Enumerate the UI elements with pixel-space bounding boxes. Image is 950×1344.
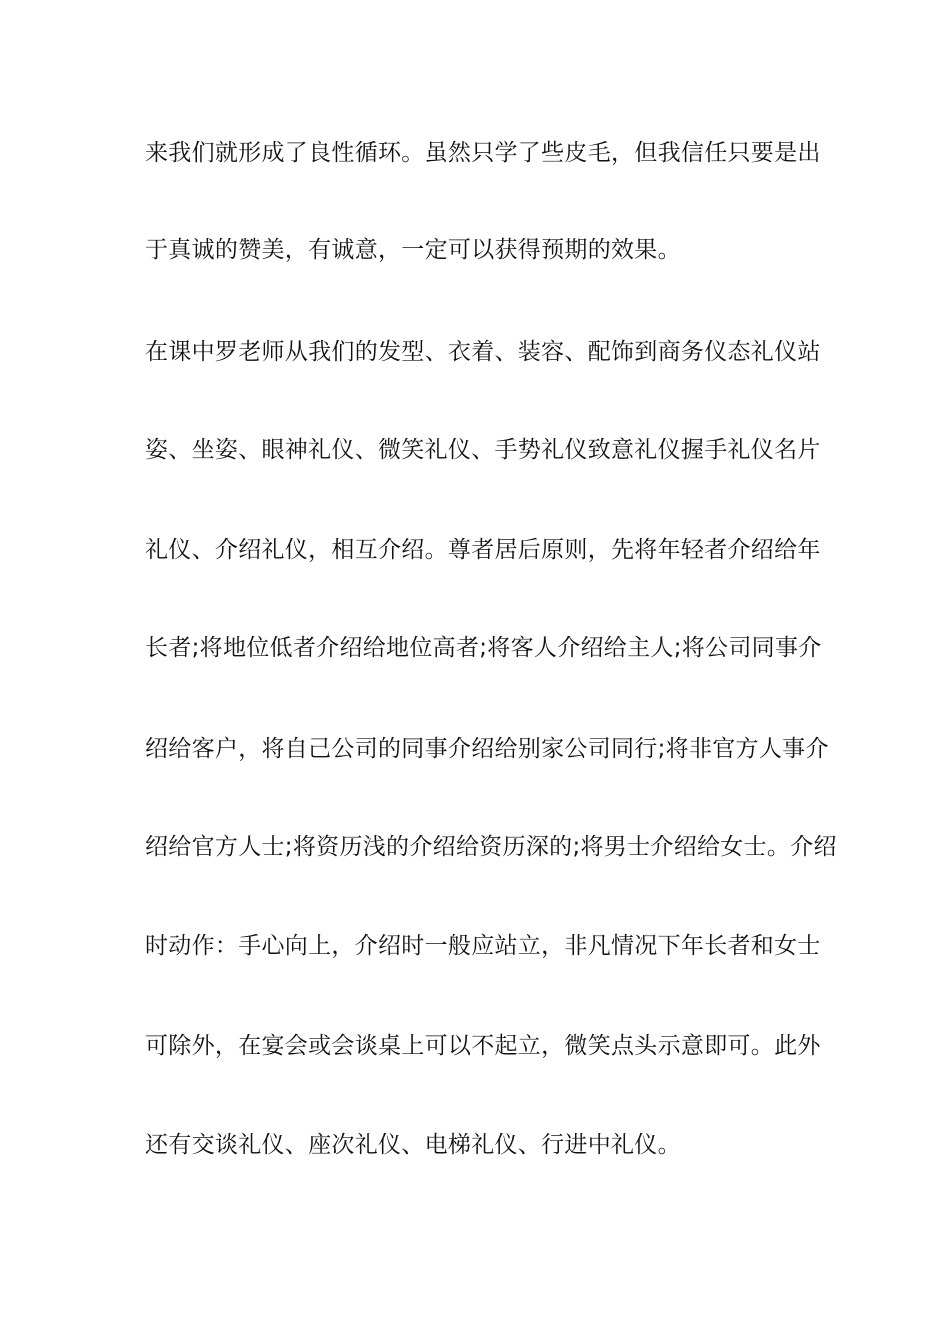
text-line: 还有交谈礼仪、座次礼仪、电梯礼仪、行进中礼仪。	[145, 1132, 681, 1158]
text-line: 可除外，在宴会或会谈桌上可以不起立，微笑点头示意即可。此外	[145, 1033, 821, 1059]
text-line: 礼仪、介绍礼仪，相互介绍。尊者居后原则，先将年轻者介绍给年	[145, 537, 821, 563]
text-line: 时动作：手心向上，介绍时一般应站立，非凡情况下年长者和女士	[145, 933, 821, 959]
text-line: 姿、坐姿、眼神礼仪、微笑礼仪、手势礼仪致意礼仪握手礼仪名片	[145, 437, 821, 463]
text-line: 绍给官方人士;将资历浅的介绍给资历深的;将男士介绍给女士。介绍	[145, 834, 837, 860]
text-line: 长者;将地位低者介绍给地位高者;将客人介绍给主人;将公司同事介	[145, 635, 822, 661]
text-line: 在课中罗老师从我们的发型、衣着、装容、配饰到商务仪态礼仪站	[145, 339, 821, 365]
text-line: 来我们就形成了良性循环。虽然只学了些皮毛，但我信任只要是出	[145, 140, 821, 166]
text-line: 绍给客户，将自己公司的同事介绍给别家公司同行;将非官方人事介	[145, 736, 829, 762]
text-line: 于真诚的赞美，有诚意，一定可以获得预期的效果。	[145, 237, 681, 263]
